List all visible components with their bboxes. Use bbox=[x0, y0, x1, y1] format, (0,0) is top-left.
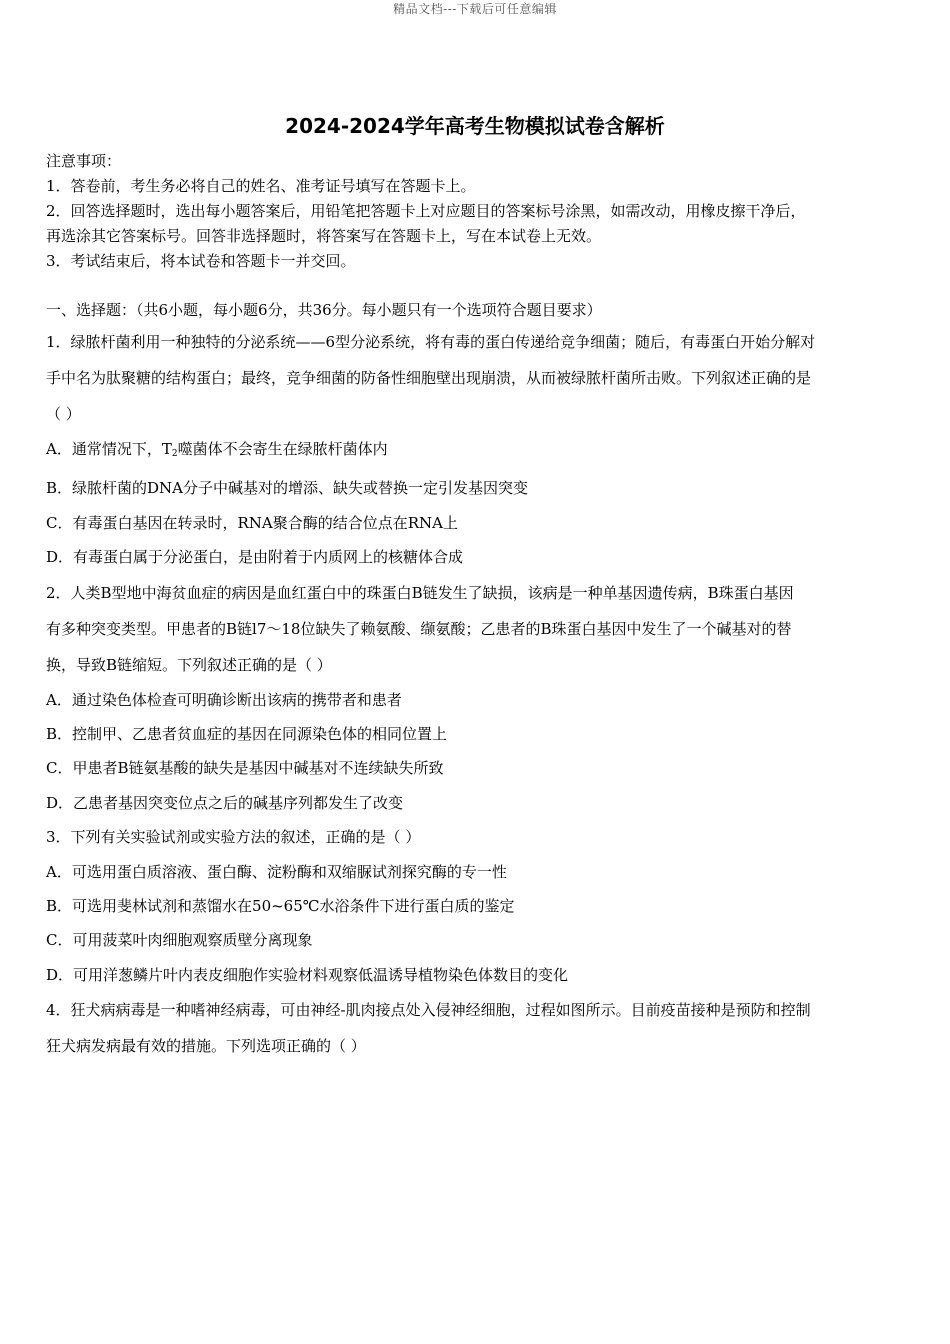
question-2-stem-line: 换，导致B链缩短。下列叙述正确的是（ ） bbox=[46, 655, 332, 674]
question-1-stem-line: 1．绿脓杆菌利用一种独特的分泌系统——6型分泌系统，将有毒的蛋白传递给竞争细菌；随后，有毒蛋白开始分解对 bbox=[46, 333, 816, 351]
option-a-text-rest: 噬菌体不会寄生在绿脓杆菌体内 bbox=[177, 440, 388, 458]
question-1-option-d: D．有毒蛋白属于分泌蛋白，是由附着于内质网上的核糖体合成 bbox=[46, 548, 464, 567]
questions-section bbox=[46, 297, 906, 1064]
question-2-option-b: B．控制甲、乙患者贫血症的基因在同源染色体的相同位置上 bbox=[46, 725, 448, 744]
question-3-stem: 3．下列有关实验试剂或实验方法的叙述，正确的是（ ） bbox=[46, 828, 421, 847]
question-1-option-a bbox=[46, 432, 906, 471]
notes-heading: 注意事项： bbox=[46, 152, 122, 170]
header-note: 精品文档---下载后可任意编辑 bbox=[393, 2, 557, 16]
page-title: 2024-2024学年高考生物模拟试卷含解析 bbox=[285, 114, 665, 138]
question-4-stem-line: 狂犬病发病最有效的措施。下列选项正确的（ ） bbox=[46, 1037, 366, 1056]
option-a-text: A．通常情况下，T bbox=[46, 440, 172, 458]
notes-section bbox=[46, 149, 906, 274]
question-3 bbox=[46, 820, 906, 992]
question-1-option-b: B．绿脓杆菌的DNA分子中碱基对的增添、缺失或替换一定引发基因突变 bbox=[46, 479, 529, 498]
note-item: 再选涂其它答案标号。回答非选择题时，将答案写在答题卡上，写在本试卷上无效。 bbox=[46, 227, 602, 245]
question-1-stem-line: （ ） bbox=[46, 405, 81, 423]
question-1-option-c: C．有毒蛋白基因在转录时，RNA聚合酶的结合位点在RNA上 bbox=[46, 513, 458, 532]
question-1 bbox=[46, 324, 906, 575]
question-4 bbox=[46, 992, 906, 1064]
note-item: 3．考试结束后，将本试卷和答题卡一并交回。 bbox=[46, 252, 356, 270]
subscript: 2 bbox=[171, 449, 178, 459]
question-2-stem-line: 2．人类B型地中海贫血症的病因是血红蛋白中的珠蛋白B链发生了缺损，该病是一种单基因遗传病，B珠蛋白基因 bbox=[46, 583, 794, 602]
question-4-stem-line: 4．狂犬病病毒是一种嗜神经病毒，可由神经-肌肉接点处入侵神经细胞，过程如图所示。目前疫苗接种是预防和控制 bbox=[46, 1001, 811, 1020]
question-3-option-a: A．可选用蛋白质溶液、蛋白酶、淀粉酶和双缩脲试剂探究酶的专一性 bbox=[46, 862, 507, 881]
section-heading: 一、选择题：（共6小题，每小题6分，共36分。每小题只有一个选项符合题目要求） bbox=[46, 301, 602, 319]
note-item: 1．答卷前，考生务必将自己的姓名、准考证号填写在答题卡上。 bbox=[46, 177, 476, 195]
question-2 bbox=[46, 575, 906, 821]
question-3-option-d: D．可用洋葱鳞片叶内表皮细胞作实验材料观察低温诱导植物染色体数目的变化 bbox=[46, 965, 569, 984]
question-3-option-b: B．可选用斐林试剂和蒸馏水在50~65℃水浴条件下进行蛋白质的鉴定 bbox=[46, 897, 515, 916]
question-2-stem-line: 有多种突变类型。甲患者的B链l7～18位缺失了赖氨酸、缬氨酸；乙患者的B珠蛋白基因中发生了一个碱基对的替 bbox=[46, 619, 792, 638]
question-2-option-a: A．通过染色体检查可明确诊断出该病的携带者和患者 bbox=[46, 690, 402, 709]
note-item: 2．回答选择题时，选出每小题答案后，用铅笔把答题卡上对应题目的答案标号涂黑，如需改动，用橡皮擦干净后， bbox=[46, 202, 806, 220]
question-3-option-c: C．可用菠菜叶肉细胞观察质壁分离现象 bbox=[46, 931, 313, 950]
question-1-stem-line: 手中名为肽聚糖的结构蛋白；最终，竞争细菌的防备性细胞壁出现崩溃，从而被绿脓杆菌所击败。下列叙述正确的是 bbox=[46, 369, 812, 387]
question-2-option-d: D．乙患者基因突变位点之后的碱基序列都发生了改变 bbox=[46, 793, 404, 812]
question-2-option-c: C．甲患者B链氨基酸的缺失是基因中碱基对不连续缺失所致 bbox=[46, 759, 444, 778]
